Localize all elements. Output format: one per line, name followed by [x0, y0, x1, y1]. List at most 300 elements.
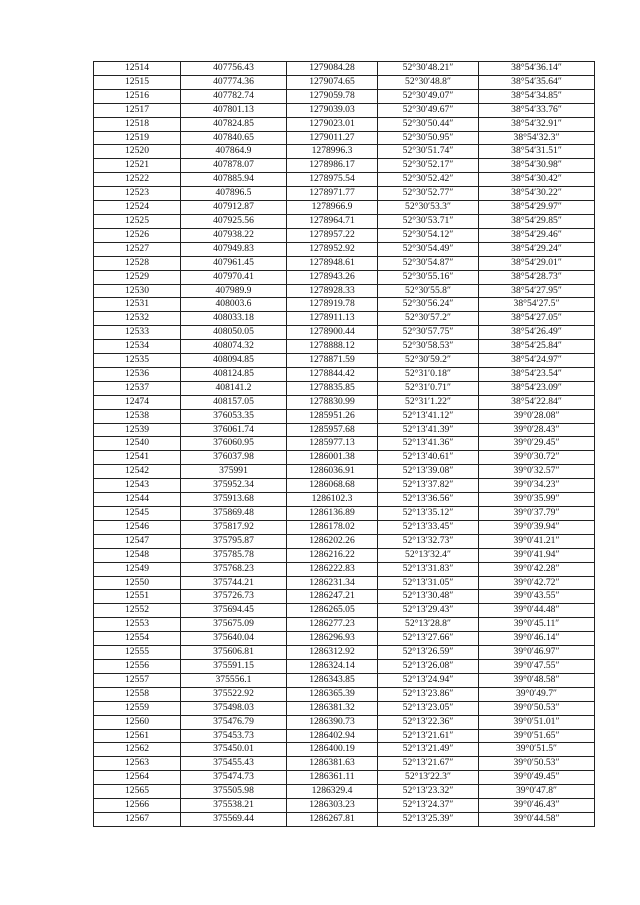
- longitude-cell: 39°0′28.43″: [479, 423, 595, 437]
- table-row: [94, 381, 595, 395]
- latitude-cell: 52°13′22.36″: [378, 715, 479, 729]
- x-coordinate-cell: 375744.21: [181, 576, 287, 590]
- table-row: [94, 103, 595, 117]
- latitude-cell: 52°13′23.05″: [378, 701, 479, 715]
- longitude-cell: 39°0′51.65″: [479, 729, 595, 743]
- longitude-cell: 39°0′47.55″: [479, 659, 595, 673]
- y-coordinate-cell: 1286324.14: [287, 659, 378, 673]
- y-coordinate-cell: 1278871.59: [287, 354, 378, 368]
- y-coordinate-cell: 1286400.19: [287, 743, 378, 757]
- point-number-cell: 12539: [94, 423, 181, 437]
- y-coordinate-cell: 1286231.34: [287, 576, 378, 590]
- table-row: [94, 590, 595, 604]
- y-coordinate-cell: 1286303.23: [287, 799, 378, 813]
- latitude-cell: 52°13′26.08″: [378, 659, 479, 673]
- table-row: [94, 493, 595, 507]
- latitude-cell: 52°13′26.59″: [378, 646, 479, 660]
- table-row: [94, 743, 595, 757]
- point-number-cell: 12522: [94, 173, 181, 187]
- point-number-cell: 12543: [94, 479, 181, 493]
- y-coordinate-cell: 1278996.3: [287, 145, 378, 159]
- latitude-cell: 52°30′48.21″: [378, 62, 479, 76]
- table-row: [94, 479, 595, 493]
- latitude-cell: 52°30′56.24″: [378, 298, 479, 312]
- point-number-cell: 12533: [94, 326, 181, 340]
- x-coordinate-cell: 407756.43: [181, 62, 287, 76]
- point-number-cell: 12567: [94, 812, 181, 826]
- x-coordinate-cell: 408094.85: [181, 354, 287, 368]
- point-number-cell: 12517: [94, 103, 181, 117]
- x-coordinate-cell: 407878.07: [181, 159, 287, 173]
- latitude-cell: 52°13′32.4″: [378, 548, 479, 562]
- x-coordinate-cell: 375476.79: [181, 715, 287, 729]
- point-number-cell: 12553: [94, 618, 181, 632]
- point-number-cell: 12519: [94, 131, 181, 145]
- x-coordinate-cell: 375505.98: [181, 785, 287, 799]
- point-number-cell: 12564: [94, 771, 181, 785]
- point-number-cell: 12566: [94, 799, 181, 813]
- x-coordinate-cell: 375785.78: [181, 548, 287, 562]
- latitude-cell: 52°30′53.71″: [378, 214, 479, 228]
- longitude-cell: 39°0′28.08″: [479, 409, 595, 423]
- table-row: [94, 145, 595, 159]
- table-row: [94, 618, 595, 632]
- latitude-cell: 52°30′53.3″: [378, 201, 479, 215]
- longitude-cell: 38°54′30.22″: [479, 187, 595, 201]
- x-coordinate-cell: 407774.36: [181, 75, 287, 89]
- longitude-cell: 38°54′32.91″: [479, 117, 595, 131]
- point-number-cell: 12562: [94, 743, 181, 757]
- point-number-cell: 12546: [94, 520, 181, 534]
- table-row: [94, 409, 595, 423]
- y-coordinate-cell: 1285957.68: [287, 423, 378, 437]
- table-row: [94, 214, 595, 228]
- y-coordinate-cell: 1279023.01: [287, 117, 378, 131]
- x-coordinate-cell: 375817.92: [181, 520, 287, 534]
- y-coordinate-cell: 1278911.13: [287, 312, 378, 326]
- longitude-cell: 39°0′32.57″: [479, 465, 595, 479]
- longitude-cell: 39°0′41.94″: [479, 548, 595, 562]
- coordinates-table: [93, 61, 595, 827]
- longitude-cell: 39°0′29.45″: [479, 437, 595, 451]
- y-coordinate-cell: 1286312.92: [287, 646, 378, 660]
- x-coordinate-cell: 408003.6: [181, 298, 287, 312]
- table-row: [94, 187, 595, 201]
- longitude-cell: 38°54′34.85″: [479, 89, 595, 103]
- latitude-cell: 52°31′0.18″: [378, 367, 479, 381]
- latitude-cell: 52°30′58.53″: [378, 340, 479, 354]
- x-coordinate-cell: 408141.2: [181, 381, 287, 395]
- point-number-cell: 12541: [94, 451, 181, 465]
- point-number-cell: 12545: [94, 507, 181, 521]
- latitude-cell: 52°13′41.39″: [378, 423, 479, 437]
- latitude-cell: 52°30′54.49″: [378, 242, 479, 256]
- point-number-cell: 12526: [94, 228, 181, 242]
- longitude-cell: 38°54′29.01″: [479, 256, 595, 270]
- y-coordinate-cell: 1286365.39: [287, 687, 378, 701]
- longitude-cell: 38°54′36.14″: [479, 62, 595, 76]
- x-coordinate-cell: 408033.18: [181, 312, 287, 326]
- table-row: [94, 326, 595, 340]
- longitude-cell: 39°0′37.79″: [479, 507, 595, 521]
- x-coordinate-cell: 407840.65: [181, 131, 287, 145]
- table-row: [94, 465, 595, 479]
- coordinates-table-body: [94, 62, 595, 827]
- longitude-cell: 39°0′39.94″: [479, 520, 595, 534]
- latitude-cell: 52°13′21.61″: [378, 729, 479, 743]
- longitude-cell: 39°0′44.58″: [479, 812, 595, 826]
- point-number-cell: 12556: [94, 659, 181, 673]
- point-number-cell: 12520: [94, 145, 181, 159]
- table-row: [94, 451, 595, 465]
- point-number-cell: 12548: [94, 548, 181, 562]
- longitude-cell: 39°0′47.8″: [479, 785, 595, 799]
- point-number-cell: 12515: [94, 75, 181, 89]
- x-coordinate-cell: 376061.74: [181, 423, 287, 437]
- table-row: [94, 312, 595, 326]
- y-coordinate-cell: 1286136.89: [287, 507, 378, 521]
- point-number-cell: 12549: [94, 562, 181, 576]
- table-row: [94, 62, 595, 76]
- point-number-cell: 12530: [94, 284, 181, 298]
- table-row: [94, 799, 595, 813]
- latitude-cell: 52°13′37.82″: [378, 479, 479, 493]
- table-row: [94, 534, 595, 548]
- latitude-cell: 52°13′39.08″: [378, 465, 479, 479]
- latitude-cell: 52°13′23.32″: [378, 785, 479, 799]
- point-number-cell: 12540: [94, 437, 181, 451]
- x-coordinate-cell: 375952.34: [181, 479, 287, 493]
- y-coordinate-cell: 1278952.92: [287, 242, 378, 256]
- longitude-cell: 39°0′42.28″: [479, 562, 595, 576]
- latitude-cell: 52°31′1.22″: [378, 395, 479, 409]
- longitude-cell: 38°54′30.98″: [479, 159, 595, 173]
- table-row: [94, 646, 595, 660]
- table-row: [94, 284, 595, 298]
- y-coordinate-cell: 1278966.9: [287, 201, 378, 215]
- x-coordinate-cell: 375869.48: [181, 507, 287, 521]
- point-number-cell: 12534: [94, 340, 181, 354]
- point-number-cell: 12560: [94, 715, 181, 729]
- y-coordinate-cell: 1278957.22: [287, 228, 378, 242]
- point-number-cell: 12550: [94, 576, 181, 590]
- x-coordinate-cell: 375522.92: [181, 687, 287, 701]
- y-coordinate-cell: 1286267.81: [287, 812, 378, 826]
- latitude-cell: 52°13′32.73″: [378, 534, 479, 548]
- point-number-cell: 12514: [94, 62, 181, 76]
- table-row: [94, 757, 595, 771]
- point-number-cell: 12536: [94, 367, 181, 381]
- latitude-cell: 52°13′22.3″: [378, 771, 479, 785]
- latitude-cell: 52°13′31.05″: [378, 576, 479, 590]
- table-row: [94, 507, 595, 521]
- latitude-cell: 52°13′25.39″: [378, 812, 479, 826]
- point-number-cell: 12537: [94, 381, 181, 395]
- table-row: [94, 632, 595, 646]
- point-number-cell: 12551: [94, 590, 181, 604]
- x-coordinate-cell: 408157.05: [181, 395, 287, 409]
- point-number-cell: 12532: [94, 312, 181, 326]
- x-coordinate-cell: 375795.87: [181, 534, 287, 548]
- x-coordinate-cell: 375591.15: [181, 659, 287, 673]
- latitude-cell: 52°13′29.43″: [378, 604, 479, 618]
- table-row: [94, 228, 595, 242]
- point-number-cell: 12516: [94, 89, 181, 103]
- longitude-cell: 38°54′27.95″: [479, 284, 595, 298]
- x-coordinate-cell: 407949.83: [181, 242, 287, 256]
- table-row: [94, 173, 595, 187]
- latitude-cell: 52°13′35.12″: [378, 507, 479, 521]
- y-coordinate-cell: 1286277.23: [287, 618, 378, 632]
- latitude-cell: 52°13′24.37″: [378, 799, 479, 813]
- table-row: [94, 812, 595, 826]
- longitude-cell: 38°54′32.3″: [479, 131, 595, 145]
- longitude-cell: 39°0′51.01″: [479, 715, 595, 729]
- x-coordinate-cell: 407824.85: [181, 117, 287, 131]
- y-coordinate-cell: 1278948.61: [287, 256, 378, 270]
- point-number-cell: 12557: [94, 673, 181, 687]
- longitude-cell: 38°54′24.97″: [479, 354, 595, 368]
- y-coordinate-cell: 1286036.91: [287, 465, 378, 479]
- longitude-cell: 38°54′26.49″: [479, 326, 595, 340]
- point-number-cell: 12554: [94, 632, 181, 646]
- x-coordinate-cell: 376053.35: [181, 409, 287, 423]
- table-row: [94, 687, 595, 701]
- table-row: [94, 701, 595, 715]
- table-row: [94, 604, 595, 618]
- table-row: [94, 423, 595, 437]
- longitude-cell: 38°54′22.84″: [479, 395, 595, 409]
- longitude-cell: 38°54′29.24″: [479, 242, 595, 256]
- point-number-cell: 12525: [94, 214, 181, 228]
- latitude-cell: 52°31′0.71″: [378, 381, 479, 395]
- longitude-cell: 39°0′35.99″: [479, 493, 595, 507]
- table-row: [94, 520, 595, 534]
- x-coordinate-cell: 407864.9: [181, 145, 287, 159]
- longitude-cell: 39°0′44.48″: [479, 604, 595, 618]
- longitude-cell: 39°0′46.97″: [479, 646, 595, 660]
- latitude-cell: 52°30′52.17″: [378, 159, 479, 173]
- latitude-cell: 52°30′52.77″: [378, 187, 479, 201]
- y-coordinate-cell: 1286381.32: [287, 701, 378, 715]
- latitude-cell: 52°13′40.61″: [378, 451, 479, 465]
- point-number-cell: 12563: [94, 757, 181, 771]
- latitude-cell: 52°13′36.56″: [378, 493, 479, 507]
- longitude-cell: 39°0′49.45″: [479, 771, 595, 785]
- table-row: [94, 548, 595, 562]
- point-number-cell: 12528: [94, 256, 181, 270]
- y-coordinate-cell: 1286381.63: [287, 757, 378, 771]
- x-coordinate-cell: 375455.43: [181, 757, 287, 771]
- longitude-cell: 38°54′29.85″: [479, 214, 595, 228]
- latitude-cell: 52°13′27.66″: [378, 632, 479, 646]
- latitude-cell: 52°13′21.67″: [378, 757, 479, 771]
- table-row: [94, 159, 595, 173]
- y-coordinate-cell: 1278971.77: [287, 187, 378, 201]
- table-row: [94, 201, 595, 215]
- point-number-cell: 12547: [94, 534, 181, 548]
- longitude-cell: 38°54′23.54″: [479, 367, 595, 381]
- point-number-cell: 12542: [94, 465, 181, 479]
- x-coordinate-cell: 407801.13: [181, 103, 287, 117]
- y-coordinate-cell: 1278975.54: [287, 173, 378, 187]
- point-number-cell: 12559: [94, 701, 181, 715]
- longitude-cell: 39°0′30.72″: [479, 451, 595, 465]
- longitude-cell: 39°0′50.53″: [479, 757, 595, 771]
- point-number-cell: 12529: [94, 270, 181, 284]
- point-number-cell: 12535: [94, 354, 181, 368]
- longitude-cell: 38°54′30.42″: [479, 173, 595, 187]
- latitude-cell: 52°13′21.49″: [378, 743, 479, 757]
- x-coordinate-cell: 375913.68: [181, 493, 287, 507]
- y-coordinate-cell: 1278943.26: [287, 270, 378, 284]
- longitude-cell: 39°0′45.11″: [479, 618, 595, 632]
- point-number-cell: 12558: [94, 687, 181, 701]
- y-coordinate-cell: 1279059.78: [287, 89, 378, 103]
- table-row: [94, 729, 595, 743]
- table-row: [94, 354, 595, 368]
- longitude-cell: 38°54′27.5″: [479, 298, 595, 312]
- y-coordinate-cell: 1279011.27: [287, 131, 378, 145]
- latitude-cell: 52°30′52.42″: [378, 173, 479, 187]
- y-coordinate-cell: 1278900.44: [287, 326, 378, 340]
- point-number-cell: 12561: [94, 729, 181, 743]
- point-number-cell: 12531: [94, 298, 181, 312]
- longitude-cell: 38°54′29.97″: [479, 201, 595, 215]
- y-coordinate-cell: 1278964.71: [287, 214, 378, 228]
- y-coordinate-cell: 1286102.3: [287, 493, 378, 507]
- y-coordinate-cell: 1278919.78: [287, 298, 378, 312]
- x-coordinate-cell: 375768.23: [181, 562, 287, 576]
- x-coordinate-cell: 407912.87: [181, 201, 287, 215]
- y-coordinate-cell: 1286390.73: [287, 715, 378, 729]
- y-coordinate-cell: 1286222.83: [287, 562, 378, 576]
- table-row: [94, 242, 595, 256]
- y-coordinate-cell: 1278888.12: [287, 340, 378, 354]
- y-coordinate-cell: 1286402.94: [287, 729, 378, 743]
- x-coordinate-cell: 375556.1: [181, 673, 287, 687]
- latitude-cell: 52°30′48.8″: [378, 75, 479, 89]
- latitude-cell: 52°30′59.2″: [378, 354, 479, 368]
- table-row: [94, 131, 595, 145]
- table-row: [94, 395, 595, 409]
- y-coordinate-cell: 1278835.85: [287, 381, 378, 395]
- latitude-cell: 52°13′33.45″: [378, 520, 479, 534]
- table-row: [94, 576, 595, 590]
- longitude-cell: 39°0′51.5″: [479, 743, 595, 757]
- latitude-cell: 52°30′50.95″: [378, 131, 479, 145]
- y-coordinate-cell: 1279084.28: [287, 62, 378, 76]
- longitude-cell: 38°54′29.46″: [479, 228, 595, 242]
- y-coordinate-cell: 1286329.4: [287, 785, 378, 799]
- y-coordinate-cell: 1286178.02: [287, 520, 378, 534]
- y-coordinate-cell: 1286216.22: [287, 548, 378, 562]
- x-coordinate-cell: 407989.9: [181, 284, 287, 298]
- table-row: [94, 89, 595, 103]
- x-coordinate-cell: 375453.73: [181, 729, 287, 743]
- x-coordinate-cell: 408124.85: [181, 367, 287, 381]
- x-coordinate-cell: 376037.98: [181, 451, 287, 465]
- latitude-cell: 52°13′41.12″: [378, 409, 479, 423]
- x-coordinate-cell: 375991: [181, 465, 287, 479]
- x-coordinate-cell: 407938.22: [181, 228, 287, 242]
- x-coordinate-cell: 375498.03: [181, 701, 287, 715]
- latitude-cell: 52°30′49.07″: [378, 89, 479, 103]
- longitude-cell: 38°54′35.64″: [479, 75, 595, 89]
- point-number-cell: 12521: [94, 159, 181, 173]
- y-coordinate-cell: 1285977.13: [287, 437, 378, 451]
- x-coordinate-cell: 375726.73: [181, 590, 287, 604]
- longitude-cell: 38°54′27.05″: [479, 312, 595, 326]
- latitude-cell: 52°30′49.67″: [378, 103, 479, 117]
- x-coordinate-cell: 408074.32: [181, 340, 287, 354]
- longitude-cell: 39°0′41.21″: [479, 534, 595, 548]
- table-row: [94, 340, 595, 354]
- longitude-cell: 39°0′50.53″: [479, 701, 595, 715]
- y-coordinate-cell: 1278830.99: [287, 395, 378, 409]
- table-row: [94, 785, 595, 799]
- x-coordinate-cell: 375694.45: [181, 604, 287, 618]
- table-row: [94, 659, 595, 673]
- y-coordinate-cell: 1286001.38: [287, 451, 378, 465]
- longitude-cell: 38°54′33.76″: [479, 103, 595, 117]
- latitude-cell: 52°13′30.48″: [378, 590, 479, 604]
- table-row: [94, 75, 595, 89]
- latitude-cell: 52°13′24.94″: [378, 673, 479, 687]
- latitude-cell: 52°13′23.86″: [378, 687, 479, 701]
- x-coordinate-cell: 375640.04: [181, 632, 287, 646]
- x-coordinate-cell: 407782.74: [181, 89, 287, 103]
- table-row: [94, 298, 595, 312]
- y-coordinate-cell: 1285951.26: [287, 409, 378, 423]
- y-coordinate-cell: 1278928.33: [287, 284, 378, 298]
- y-coordinate-cell: 1286343.85: [287, 673, 378, 687]
- table-row: [94, 437, 595, 451]
- x-coordinate-cell: 375606.81: [181, 646, 287, 660]
- longitude-cell: 39°0′34.23″: [479, 479, 595, 493]
- x-coordinate-cell: 375450.01: [181, 743, 287, 757]
- y-coordinate-cell: 1279074.65: [287, 75, 378, 89]
- y-coordinate-cell: 1286202.26: [287, 534, 378, 548]
- table-row: [94, 270, 595, 284]
- latitude-cell: 52°30′54.87″: [378, 256, 479, 270]
- longitude-cell: 39°0′43.55″: [479, 590, 595, 604]
- longitude-cell: 38°54′23.09″: [479, 381, 595, 395]
- latitude-cell: 52°13′41.36″: [378, 437, 479, 451]
- x-coordinate-cell: 407896.5: [181, 187, 287, 201]
- table-row: [94, 562, 595, 576]
- latitude-cell: 52°30′55.8″: [378, 284, 479, 298]
- latitude-cell: 52°30′57.2″: [378, 312, 479, 326]
- point-number-cell: 12524: [94, 201, 181, 215]
- longitude-cell: 39°0′49.7″: [479, 687, 595, 701]
- latitude-cell: 52°30′57.75″: [378, 326, 479, 340]
- table-row: [94, 715, 595, 729]
- table-row: [94, 256, 595, 270]
- y-coordinate-cell: 1286265.05: [287, 604, 378, 618]
- x-coordinate-cell: 407961.45: [181, 256, 287, 270]
- latitude-cell: 52°30′55.16″: [378, 270, 479, 284]
- x-coordinate-cell: 375569.44: [181, 812, 287, 826]
- point-number-cell: 12527: [94, 242, 181, 256]
- y-coordinate-cell: 1278986.17: [287, 159, 378, 173]
- x-coordinate-cell: 375675.09: [181, 618, 287, 632]
- y-coordinate-cell: 1278844.42: [287, 367, 378, 381]
- y-coordinate-cell: 1279039.03: [287, 103, 378, 117]
- point-number-cell: 12552: [94, 604, 181, 618]
- y-coordinate-cell: 1286361.11: [287, 771, 378, 785]
- point-number-cell: 12523: [94, 187, 181, 201]
